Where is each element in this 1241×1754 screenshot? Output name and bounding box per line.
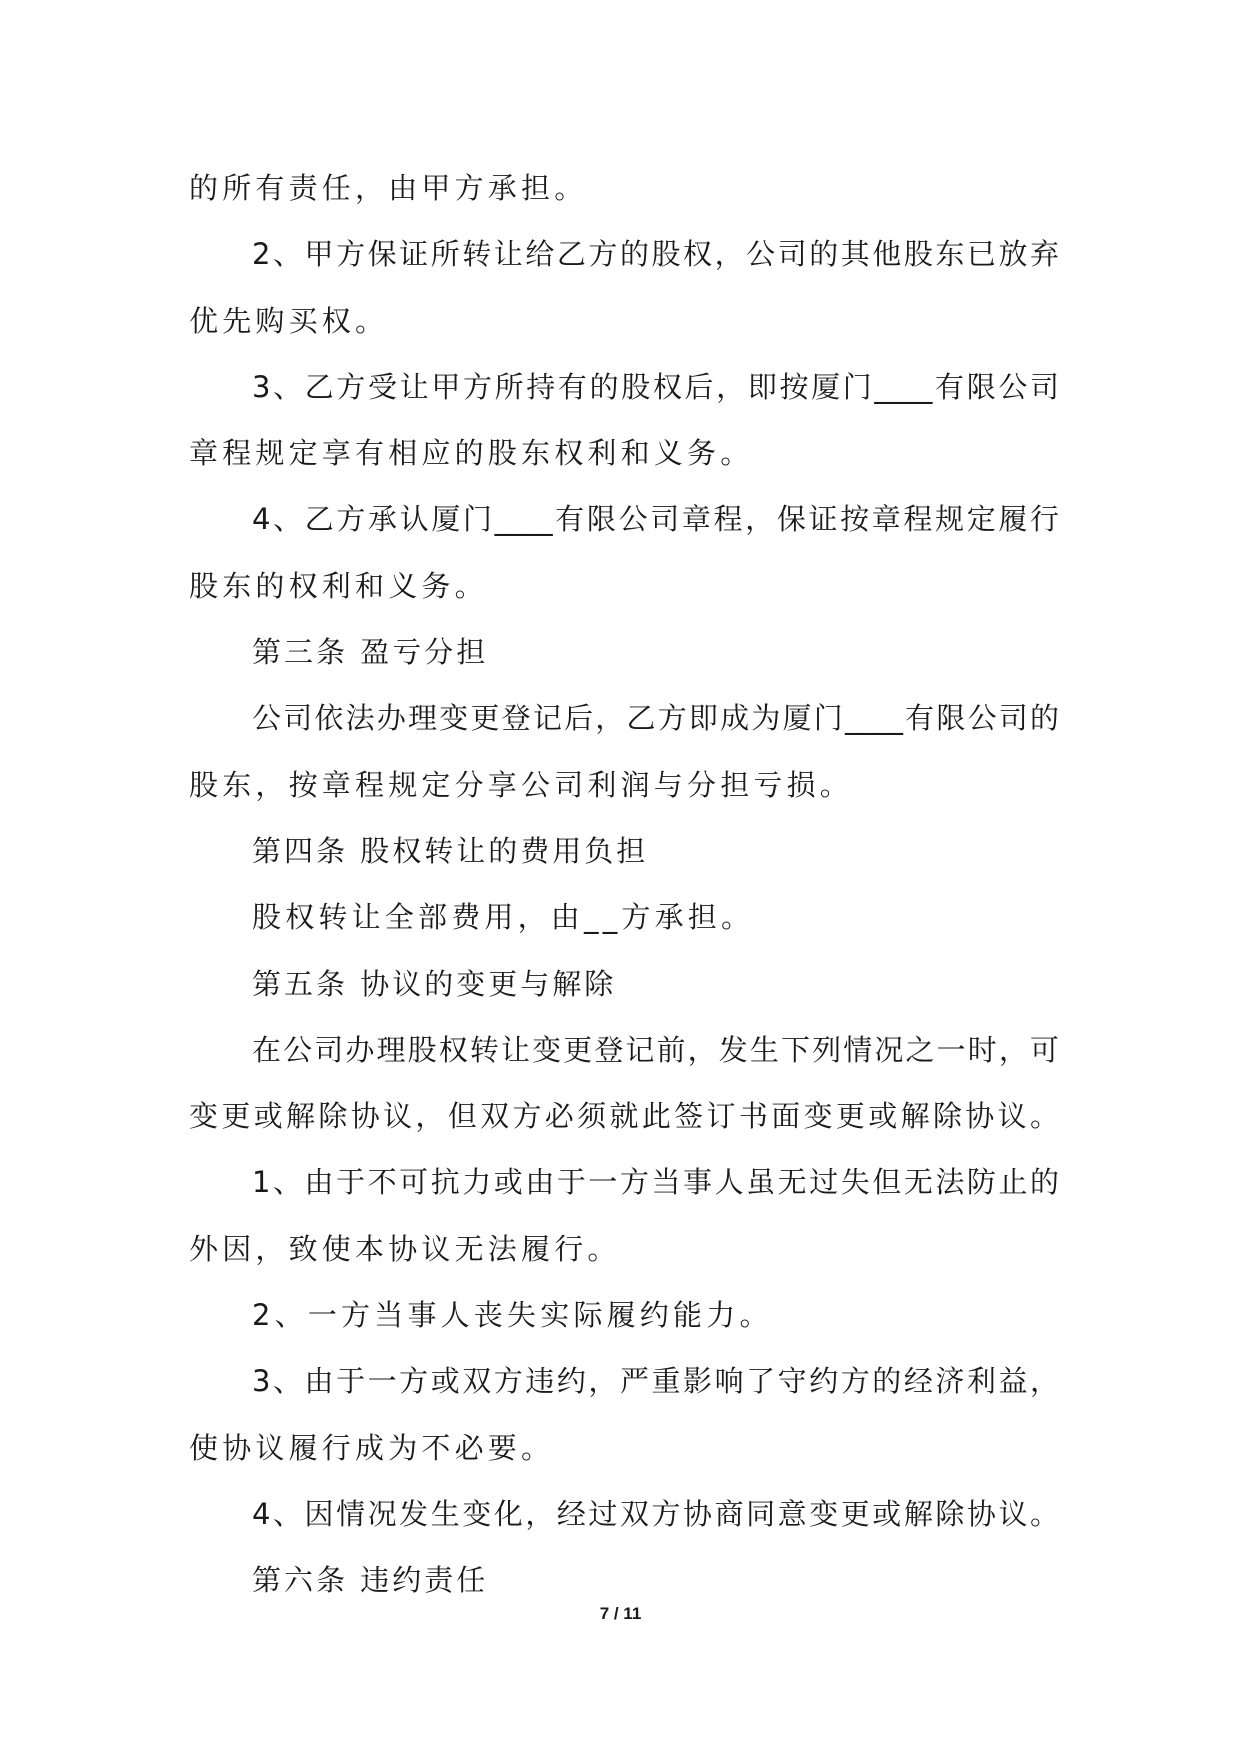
section-heading: 第四条 股权转让的费用负担 (252, 833, 649, 868)
section-heading: 第六条 违约责任 (252, 1563, 489, 1598)
text-line: 章程规定享有相应的股东权利和义务。 (189, 436, 754, 471)
section-heading: 第三条 盈亏分担 (252, 635, 489, 670)
text-line: 4、因情况发生变化，经过双方协商同意变更或解除协议。 (252, 1496, 1059, 1531)
text-line: 2、甲方保证所转让给乙方的股权，公司的其他股东已放弃 (252, 237, 1059, 272)
text-line: 股权转让全部费用，由__方承担。 (252, 900, 755, 935)
section-heading: 第五条 协议的变更与解除 (252, 966, 617, 1001)
text-line: 股东的权利和义务。 (189, 568, 488, 603)
text-line: 股东，按章程规定分享公司利润与分担亏损。 (189, 767, 854, 802)
text-line: 优先购买权。 (189, 303, 389, 338)
text-line: 1、由于不可抗力或由于一方当事人虽无过失但无法防止的 (252, 1165, 1059, 1200)
page-number: 7 / 11 (599, 1604, 642, 1623)
document-body (189, 155, 1059, 1614)
text-line: 的所有责任，由甲方承担。 (189, 171, 588, 205)
text-line: 4、乙方承认厦门____有限公司章程，保证按章程规定履行 (252, 502, 1059, 537)
text-line: 3、由于一方或双方违约，严重影响了守约方的经济利益， (252, 1364, 1059, 1399)
text-line: 使协议履行成为不必要。 (189, 1430, 555, 1465)
text-line: 在公司办理股权转让变更登记前，发生下列情况之一时，可 (252, 1032, 1059, 1067)
text-line: 变更或解除协议，但双方必须就此签订书面变更或解除协议。 (189, 1099, 1059, 1134)
text-line: 3、乙方受让甲方所持有的股权后，即按厦门____有限公司 (252, 369, 1059, 404)
text-line: 外因，致使本协议无法履行。 (189, 1231, 621, 1266)
text-line: 2、一方当事人丧失实际履约能力。 (252, 1298, 773, 1333)
text-line: 公司依法办理变更登记后，乙方即成为厦门____有限公司的 (252, 701, 1059, 736)
